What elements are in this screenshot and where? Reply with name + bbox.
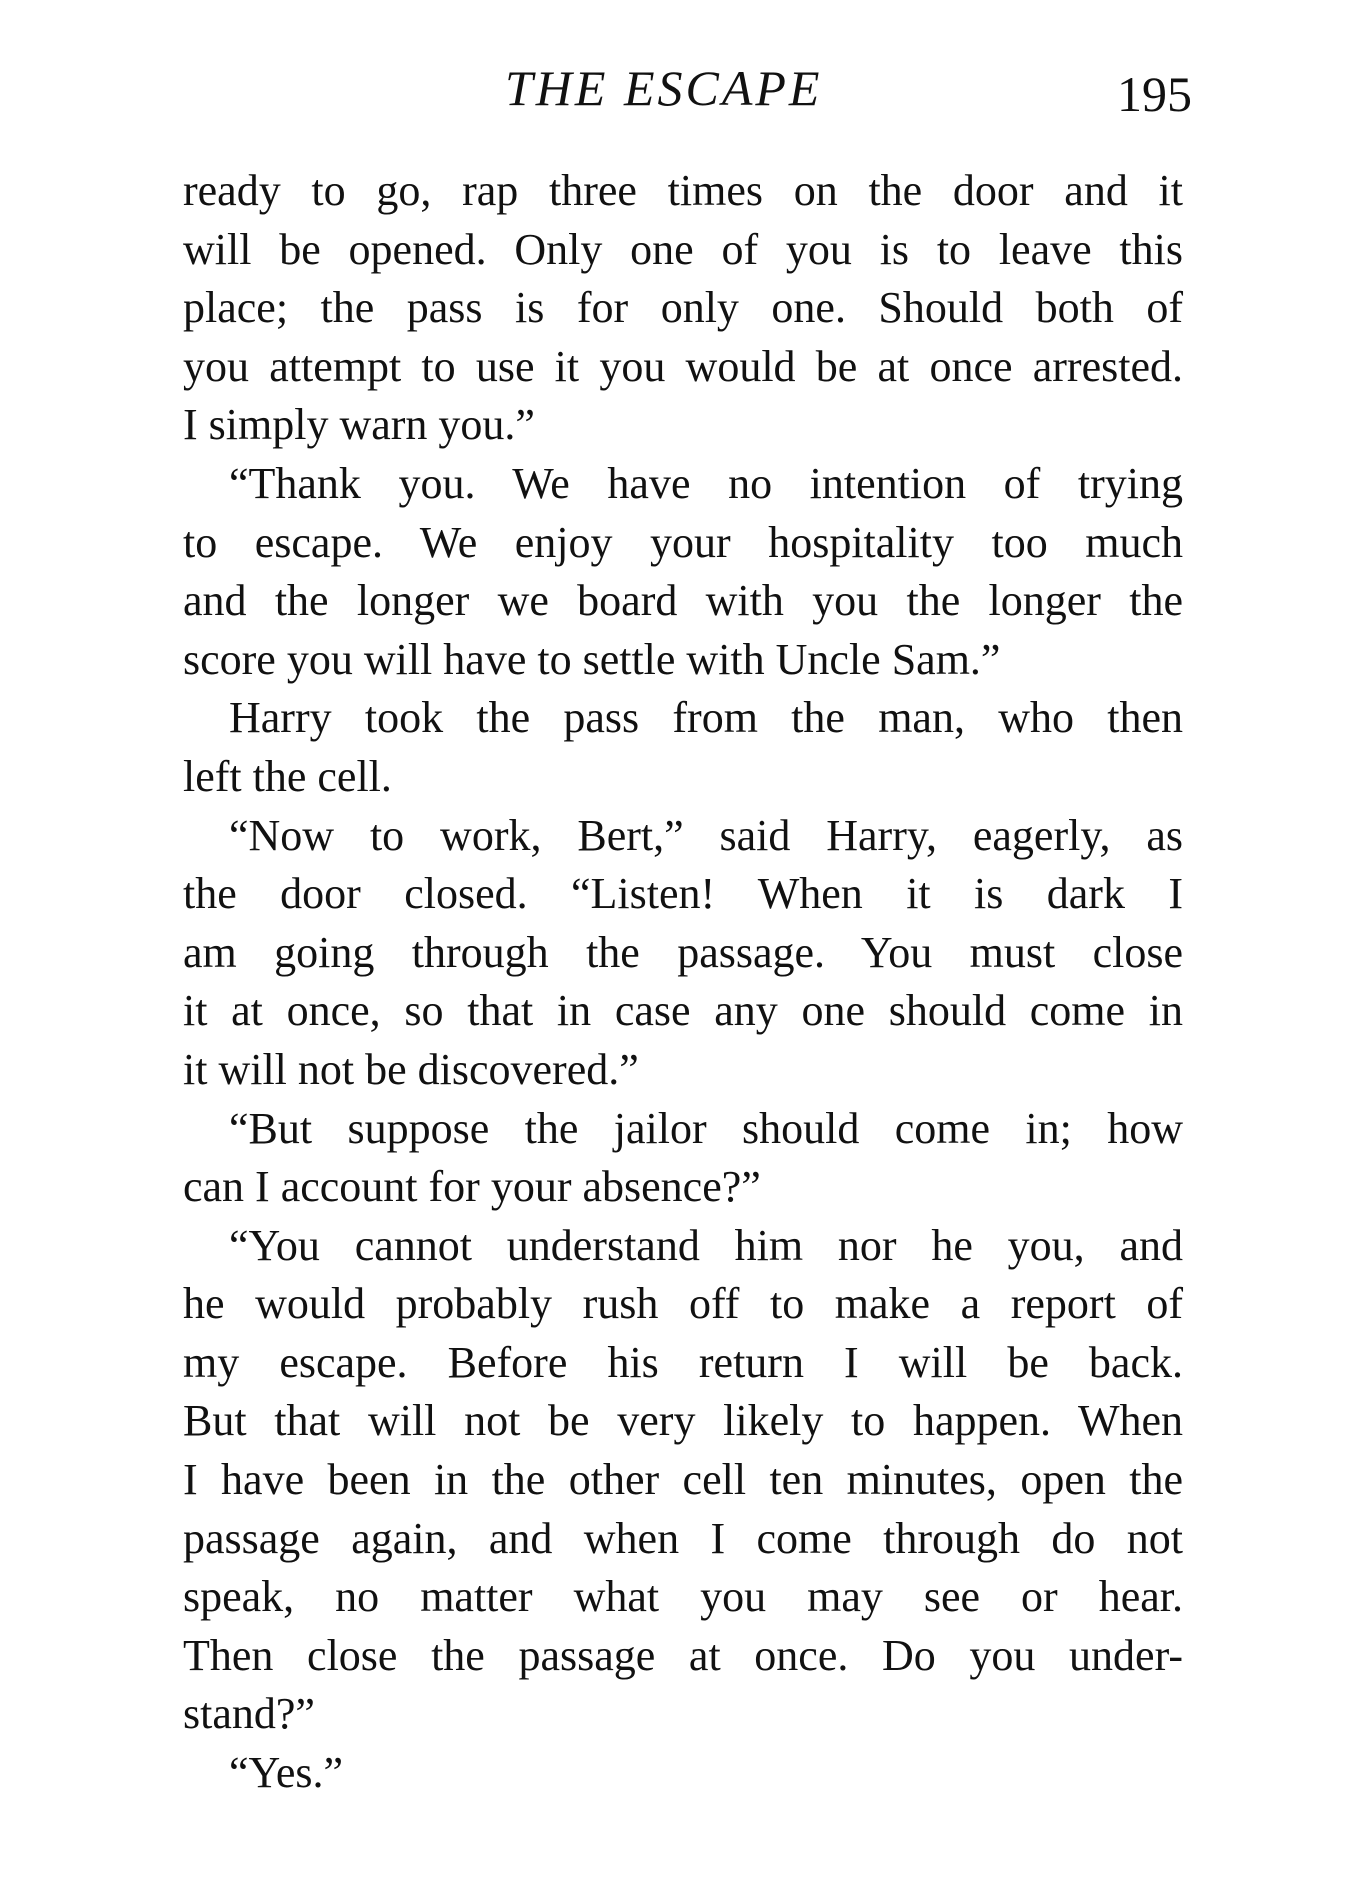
text-line: will be opened. Only one of you is to leave this bbox=[183, 224, 1183, 274]
text-line: he would probably rush off to make a report of bbox=[183, 1279, 1183, 1329]
text-line: “But suppose the jailor should come in; how bbox=[229, 1103, 1183, 1153]
running-header bbox=[0, 58, 1363, 128]
text-line: I simply warn you.” bbox=[183, 400, 535, 450]
text-line: it at once, so that in case any one should come in bbox=[183, 986, 1183, 1036]
text-line: Harry took the pass from the man, who then bbox=[229, 693, 1183, 743]
text-line: left the cell. bbox=[183, 751, 392, 801]
page-body-text bbox=[183, 162, 1183, 1803]
text-line: I have been in the other cell ten minutes, open the bbox=[183, 1455, 1183, 1505]
text-line: to escape. We enjoy your hospitality too much bbox=[183, 517, 1183, 567]
text-line: score you will have to settle with Uncle Sam.” bbox=[183, 634, 1001, 684]
text-line: But that will not be very likely to happen. When bbox=[183, 1396, 1183, 1446]
text-line: stand?” bbox=[183, 1689, 315, 1739]
text-line: my escape. Before his return I will be back. bbox=[183, 1337, 1183, 1387]
text-line: Then close the passage at once. Do you under- bbox=[183, 1630, 1183, 1680]
text-line: am going through the passage. You must close bbox=[183, 927, 1183, 977]
text-line: “Yes.” bbox=[229, 1748, 344, 1798]
page-number: 195 bbox=[1117, 66, 1192, 122]
text-line: “Thank you. We have no intention of trying bbox=[229, 458, 1183, 508]
text-line: it will not be discovered.” bbox=[183, 1044, 639, 1094]
text-line: “Now to work, Bert,” said Harry, eagerly, as bbox=[229, 810, 1183, 860]
text-line: the door closed. “Listen! When it is dark I bbox=[183, 869, 1183, 919]
text-line: “You cannot understand him nor he you, and bbox=[229, 1220, 1183, 1270]
text-line: and the longer we board with you the longer the bbox=[183, 576, 1183, 626]
text-line: place; the pass is for only one. Should both of bbox=[183, 283, 1183, 333]
text-line: you attempt to use it you would be at once arrested. bbox=[183, 341, 1183, 391]
text-line: can I account for your absence?” bbox=[183, 1162, 761, 1212]
text-line: passage again, and when I come through do not bbox=[183, 1513, 1183, 1563]
text-line: ready to go, rap three times on the door and it bbox=[183, 166, 1183, 215]
running-title: THE ESCAPE bbox=[505, 60, 823, 116]
text-line: speak, no matter what you may see or hear. bbox=[183, 1572, 1183, 1622]
